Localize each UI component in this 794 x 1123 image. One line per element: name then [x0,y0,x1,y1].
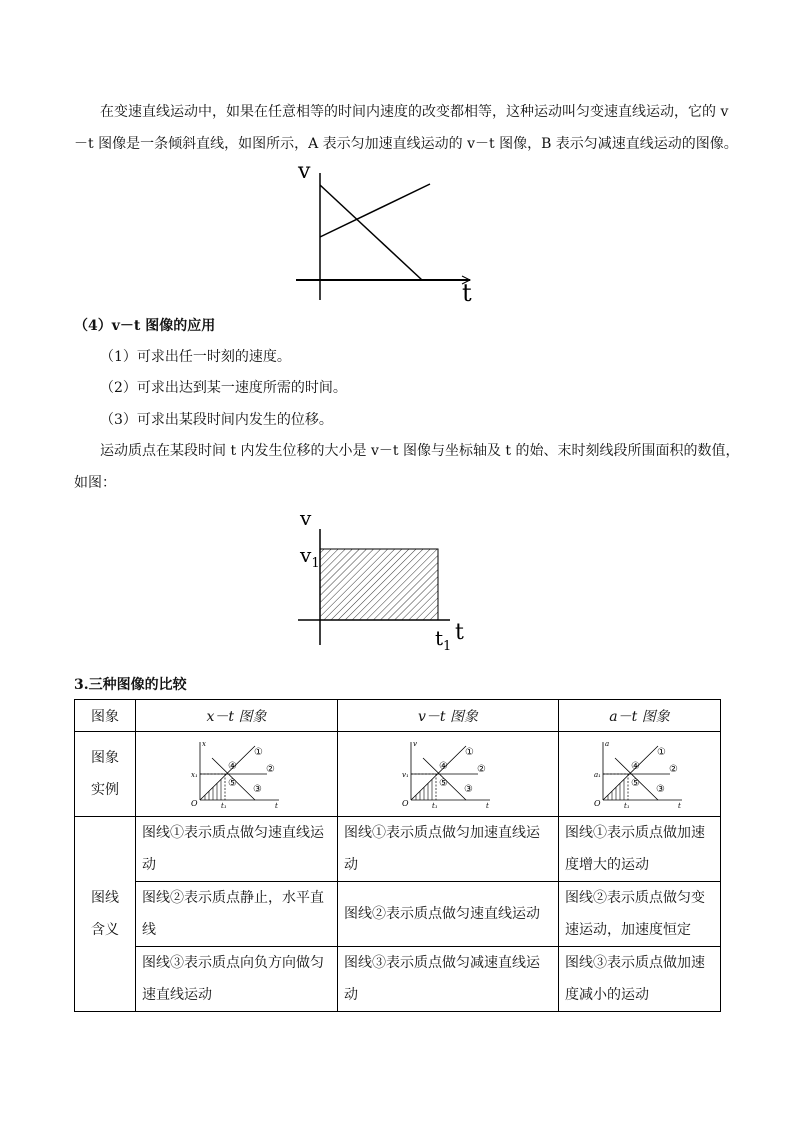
mini-chart-at [594,738,686,810]
svg-text:v: v [413,740,417,748]
section-4-para-line-2: 如图： [74,475,116,491]
meaning-cell-a-1: 图线①表示质点做加速 度增大的运动 [559,817,721,882]
meaning-cell-x-2: 图线②表示质点静止，水平直 线 [136,882,338,947]
v1-label: $v_1$ [300,543,320,571]
svg-text:①: ① [656,747,666,758]
meaning-cell-x-3: 图线③表示质点向负方向做匀 速直线运动 [136,947,338,1012]
section-4-item-2: （2）可求出达到某一速度所需的时间。 [100,380,347,396]
example-label-1: 图象 [91,750,119,766]
mini-chart-xt [191,738,283,810]
table-example-row [75,732,721,817]
example-cell-a [559,732,721,817]
section-3-heading: 3.三种图像的比较 [74,677,187,693]
meaning-cell-v-3: 图线③表示质点做匀减速直线运 动 [338,947,559,1012]
svg-text:t: t [274,802,278,810]
svg-text:②: ② [477,764,486,775]
header-cell: x－t 图象 [136,700,338,732]
svg-text:t₁: t₁ [432,802,438,810]
svg-text:O: O [593,799,601,808]
svg-text:t₁: t₁ [623,802,630,810]
svg-text:④: ④ [227,761,237,772]
line-b-decelerating [320,185,422,280]
v-axis-label: v [298,159,311,184]
header-cell: a－t 图象 [559,700,721,732]
svg-text:t: t [486,802,489,810]
section-4-item-3: （3）可求出某段时间内发生的位移。 [100,412,333,428]
t-axis-label: t [455,620,464,645]
svg-text:O: O [190,799,198,808]
meaning-cell-v-2: 图线②表示质点做匀速直线运动 [338,882,559,947]
example-label-cell [75,732,136,817]
meaning-label-1: 图线 [91,890,119,906]
example-label-2: 实例 [91,782,119,798]
svg-text:v₁: v₁ [402,771,409,779]
svg-text:a: a [604,740,609,748]
meaning-cell-x-1: 图线①表示质点做匀速直线运 动 [136,817,338,882]
example-cell-x [136,732,338,817]
table-header-row [75,700,721,732]
svg-text:③: ③ [655,784,665,795]
intro-line-1: 在变速直线运动中，如果在任意相等的时间内速度的改变都相等，这种运动叫匀变速直线运动，它的 v [100,104,729,120]
displacement-area [320,549,438,620]
intro-line-2: －t 图像是一条倾斜直线，如图所示，A 表示匀加速直线运动的 v－t 图像，B 表示匀减速直线运动的图像。 [74,136,738,152]
meaning-cell-a-2: 图线②表示质点做匀变 速运动，加速度恒定 [559,882,721,947]
svg-text:④: ④ [439,761,448,772]
example-cell-v [338,732,559,817]
v-axis-label: v [300,506,312,530]
svg-text:④: ④ [630,761,640,772]
svg-text:a₁: a₁ [593,771,601,779]
meaning-cell-a-3: 图线③表示质点做加速 度减小的运动 [559,947,721,1012]
svg-text:②: ② [265,764,275,775]
t1-label: $t_1$ [435,626,452,654]
svg-text:O: O [402,799,409,808]
svg-text:①: ① [253,747,263,758]
meaning-cell-v-1: 图线①表示质点做匀加速直线运 动 [338,817,559,882]
header-cell: v－t 图象 [338,700,559,732]
svg-text:③: ③ [464,784,473,795]
svg-text:②: ② [668,764,678,775]
t-axis-label: t [462,279,472,305]
header-cell: 图象 [75,700,136,732]
svg-text:⑤: ⑤ [630,778,640,789]
table-row [75,947,721,1012]
svg-text:①: ① [465,747,474,758]
svg-text:t₁: t₁ [220,802,227,810]
line-a-accelerating [320,184,430,237]
section-4-item-1: （1）可求出任一时刻的速度。 [100,349,291,365]
comparison-table [74,699,721,1012]
svg-text:⑤: ⑤ [227,778,237,789]
meaning-label-2: 含义 [91,922,119,938]
svg-text:③: ③ [252,784,262,795]
svg-text:⑤: ⑤ [439,778,448,789]
svg-text:t: t [677,802,681,810]
mini-chart-vt [402,738,494,810]
table-row [75,882,721,947]
table-row [75,817,721,882]
meaning-label-cell [75,817,136,1012]
svg-text:x: x [201,740,206,748]
section-4-para-line-1: 运动质点在某段时间 t 内发生位移的大小是 v－t 图像与坐标轴及 t 的始、末时刻线段所围面积的数值， [100,443,740,459]
vt-area-graph [290,505,480,655]
section-4-heading: （4）v－t 图像的应用 [74,318,216,334]
svg-text:x₁: x₁ [190,771,198,779]
vt-graph-two-lines [290,155,490,305]
